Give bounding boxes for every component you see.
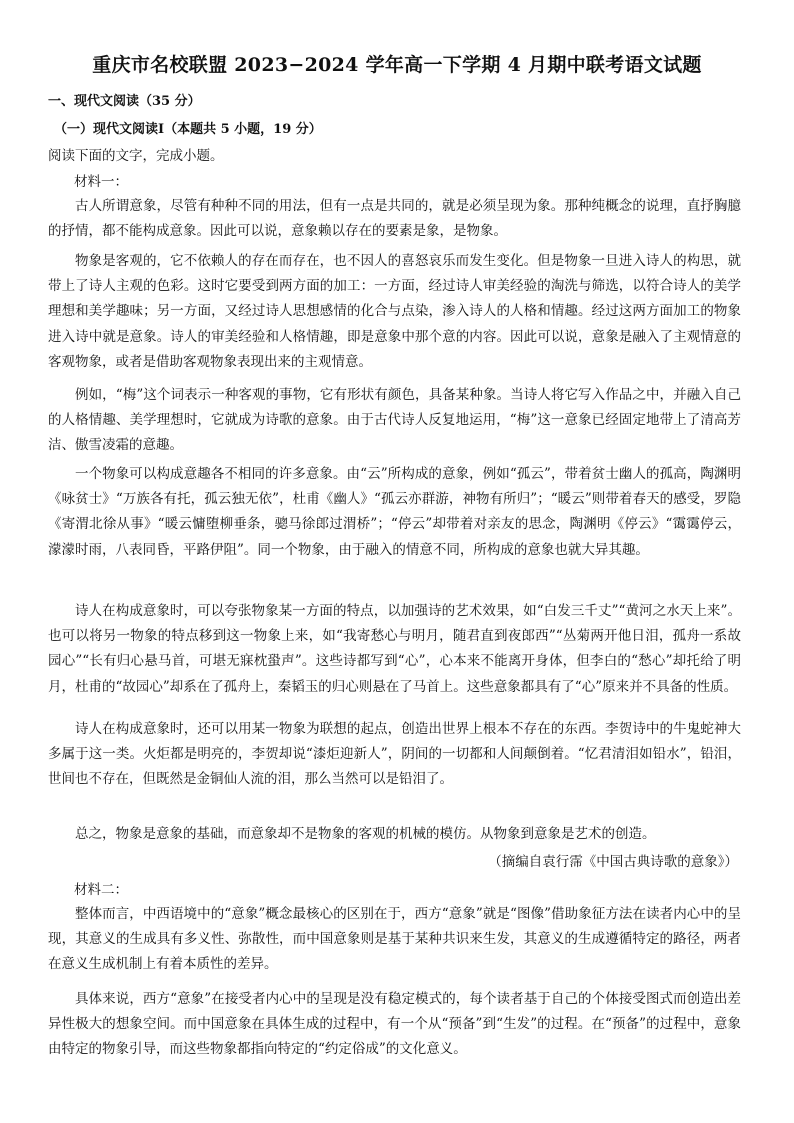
- material1-paragraph: 物象是客观的，它不依赖人的存在而存在，也不因人的喜怒哀乐而发生变化。但是物象一旦进入诗人的构思，就带上了诗人主观的色彩。这时它要受到两方面的加工：一方面，经过诗人审美经验的淘洗与筛选，以符合诗人的美学理想和美学趣味；另一方面，又经过诗人思想感情的化合与点染，渗入诗人的人格和情趣。经过这两方面加工的物象进入诗中就是意象。诗人的审美经验和人格情趣，即是意象中那个意的内容。因此可以说，意象是融入了主观情意的客观物象，或者是借助客观物象表现出来的主观情意。: [48, 253, 741, 370]
- page-title: 重庆市名校联盟 2023−2024 学年高一下学期 4 月期中联考语文试题: [92, 54, 702, 76]
- material1-label: 材料一：: [74, 174, 128, 190]
- instructions: 阅读下面的文字，完成小题。: [48, 148, 224, 164]
- material2-label: 材料二：: [74, 882, 128, 898]
- material1-paragraph: 诗人在构成意象时，还可以用某一物象为联想的起点，创造出世界上根本不存在的东西。李贺诗中的牛鬼蛇神大多属于这一类。火炬都是明亮的，李贺却说“漆炬迎新人”，阴间的一切都和人间颠倒着。“忆君清泪如铅水”，铅泪，世间也不存在，但既然是金铜仙人流的泪，那么当然可以是铅泪了。: [48, 721, 741, 788]
- material2-paragraph: 具体来说，西方“意象”在接受者内心中的呈现是没有稳定模式的，每个读者基于自己的个体接受图式而创造出差异性极大的想象空间。而中国意象在具体生成的过程中，有一个从“预备”到“生发”的过程。在“预备”的过程中，意象由特定的物象引导，而这些物象都指向特定的“约定俗成”的文化意义。: [48, 991, 741, 1058]
- material1-source: （摘编自袁行霈《中国古典诗歌的意象》）: [488, 854, 738, 870]
- material2-paragraph: 整体而言，中西语境中的“意象”概念最核心的区别在于，西方“意象”就是“图像”借助象征方法在读者内心中的呈现，其意义的生成具有多义性、弥散性，而中国意象则是基于某种共识来生发，其意义的生成遵循特定的路径，两者在意义生成机制上有着本质性的差异。: [48, 906, 741, 973]
- material1-paragraph: 诗人在构成意象时，可以夸张物象某一方面的特点，以加强诗的艺术效果，如“白发三千丈”“黄河之水天上来”。也可以将另一物象的特点移到这一物象上来，如“我寄愁心与明月，随君直到夜郎西”“丛菊两开他日泪，孤舟一系故园心”“长有归心悬马首，可堪无寐枕蛩声”。这些诗都写到“心”，心本来不能离开身体，但李白的“愁心”却托给了明月，杜甫的“故园心”却系在了孤舟上，秦韬玉的归心则悬在了马首上。这些意象都具有了“心”原来并不具备的性质。: [48, 603, 741, 695]
- material1-paragraph: 古人所谓意象，尽管有种种不同的用法，但有一点是共同的，就是必须呈现为象。那种纯概念的说理，直抒胸臆的抒情，都不能构成意象。因此可以说，意象赖以存在的要素是象，是物象。: [48, 198, 741, 240]
- material1-paragraph: 一个物象可以构成意趣各不相同的许多意象。由“云”所构成的意象，例如“孤云”，带着贫士幽人的孤高，陶渊明《咏贫士》“万族各有托，孤云独无依”，杜甫《幽人》“孤云亦群游，神物有所归”；“暖云”则带着春天的感受，罗隐《寄渭北徐从事》“暖云慵堕柳垂条，骢马徐郎过渭桥”；“停云”却带着对亲友的思念，陶渊明《停云》“霭霭停云，濛濛时雨，八表同昏，平路伊阻”。同一个物象，由于融入的情意不同，所构成的意象也就大异其趣。: [48, 466, 741, 558]
- material1-paragraph: 例如，“梅”这个词表示一种客观的事物，它有形状有颜色，具备某种象。当诗人将它写入作品之中，并融入自己的人格情趣、美学理想时，它就成为诗歌的意象。由于古代诗人反复地运用，“梅”这一意象已经固定地带上了清高芳洁、傲雪凌霜的意趣。: [48, 387, 741, 454]
- subsection-heading: （一）现代文阅读Ⅰ（本题共 5 小题，19 分）: [54, 122, 322, 137]
- material1-paragraph: 总之，物象是意象的基础，而意象却不是物象的客观的机械的模仿。从物象到意象是艺术的创造。: [75, 826, 656, 842]
- section-heading: 一、现代文阅读（35 分）: [48, 94, 201, 109]
